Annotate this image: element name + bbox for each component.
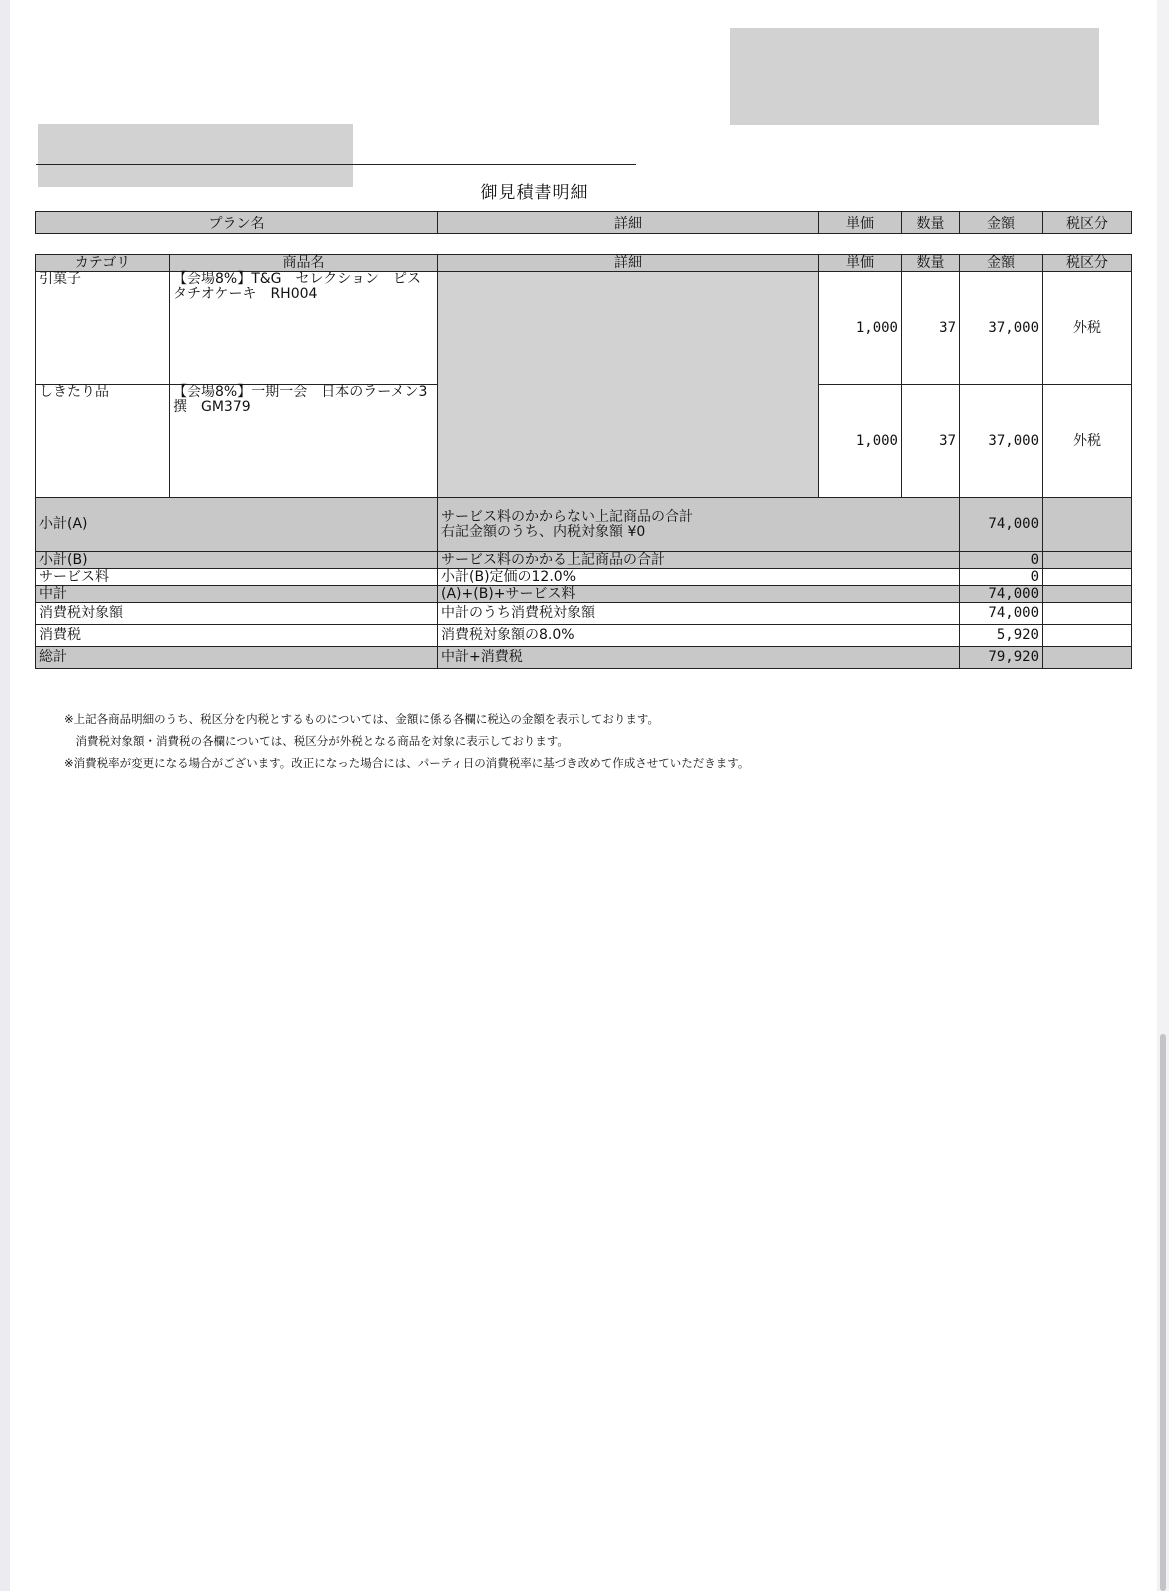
summary-blank <box>1043 498 1132 552</box>
plan-table <box>35 211 1132 234</box>
summary-desc: 消費税対象額の8.0% <box>438 625 960 647</box>
summary-amount: 0 <box>960 552 1043 569</box>
summary-desc-line1: サービス料のかからない上記商品の合計 <box>441 508 693 525</box>
row-category: しきたり品 <box>36 385 170 498</box>
summary-row-taxable <box>36 603 1132 625</box>
footnote: 消費税対象額・消費税の各欄については、税区分が外税となる商品を対象に表示しております。 <box>64 734 569 748</box>
recipient-underline <box>36 164 636 165</box>
row-tax-type: 外税 <box>1043 272 1132 385</box>
summary-blank <box>1043 625 1132 647</box>
summary-label: 消費税 <box>36 625 438 647</box>
row-amount: 37,000 <box>960 385 1043 498</box>
row-quantity: 37 <box>902 272 960 385</box>
summary-amount: 74,000 <box>960 586 1043 603</box>
summary-row-subtotal-a <box>36 498 1132 552</box>
item-header-category: カテゴリ <box>36 255 170 272</box>
summary-amount: 74,000 <box>960 603 1043 625</box>
row-product: 【会場8%】一期一会 日本のラーメン3撰 GM379 <box>170 385 438 498</box>
summary-blank <box>1043 647 1132 669</box>
summary-desc-line2: 右記金額のうち、内税対象額 ¥0 <box>441 523 646 540</box>
summary-label: 中計 <box>36 586 438 603</box>
summary-blank <box>1043 603 1132 625</box>
summary-desc: サービス料のかかる上記商品の合計 <box>438 552 960 569</box>
summary-amount: 79,920 <box>960 647 1043 669</box>
row-unit-price: 1,000 <box>819 385 902 498</box>
row-product: 【会場8%】T&G セレクション ピスタチオケーキ RH004 <box>170 272 438 385</box>
document-title: 御見積書明細 <box>480 183 589 203</box>
summary-row-total <box>36 647 1132 669</box>
summary-desc: 中計のうち消費税対象額 <box>438 603 960 625</box>
summary-desc <box>438 498 960 552</box>
summary-label: サービス料 <box>36 569 438 586</box>
plan-header-quantity: 数量 <box>902 212 960 234</box>
footnote: ※消費税率が変更になる場合がございます。改正になった場合には、パーティ日の消費税率に基づき改めて作成させていただきます。 <box>64 756 750 770</box>
row-detail-redacted <box>438 385 819 498</box>
row-quantity: 37 <box>902 385 960 498</box>
footnote: ※上記各商品明細のうち、税区分を内税とするものについては、金額に係る各欄に税込の金額を表示しております。 <box>64 712 659 726</box>
plan-header-detail: 詳細 <box>438 212 819 234</box>
item-header-amount: 金額 <box>960 255 1043 272</box>
row-amount: 37,000 <box>960 272 1043 385</box>
summary-amount: 5,920 <box>960 625 1043 647</box>
plan-header-tax-type: 税区分 <box>1043 212 1132 234</box>
redacted-company-block <box>730 28 1099 125</box>
summary-label: 小計(B) <box>36 552 438 569</box>
summary-row-tax <box>36 625 1132 647</box>
document-page <box>10 0 1158 1591</box>
row-unit-price: 1,000 <box>819 272 902 385</box>
row-tax-type: 外税 <box>1043 385 1132 498</box>
item-header-tax-type: 税区分 <box>1043 255 1132 272</box>
summary-amount: 0 <box>960 569 1043 586</box>
table-row <box>36 272 1132 385</box>
summary-blank <box>1043 569 1132 586</box>
summary-amount: 74,000 <box>960 498 1043 552</box>
item-header-unit-price: 単価 <box>819 255 902 272</box>
plan-header-unit-price: 単価 <box>819 212 902 234</box>
summary-blank <box>1043 552 1132 569</box>
summary-label: 消費税対象額 <box>36 603 438 625</box>
item-header-detail: 詳細 <box>438 255 819 272</box>
scrollbar-thumb[interactable] <box>1160 1034 1166 1591</box>
summary-row-midtotal <box>36 586 1132 603</box>
summary-desc: 小計(B)定価の12.0% <box>438 569 960 586</box>
item-header-product: 商品名 <box>170 255 438 272</box>
plan-header-plan-name: プラン名 <box>36 212 438 234</box>
row-category: 引菓子 <box>36 272 170 385</box>
item-table <box>35 254 1132 669</box>
plan-header-amount: 金額 <box>960 212 1043 234</box>
summary-desc: 中計+消費税 <box>438 647 960 669</box>
footnotes <box>64 708 749 774</box>
summary-row-service-fee <box>36 569 1132 586</box>
row-detail-redacted <box>438 272 819 385</box>
item-header-quantity: 数量 <box>902 255 960 272</box>
summary-desc: (A)+(B)+サービス料 <box>438 586 960 603</box>
summary-label: 小計(A) <box>36 498 438 552</box>
summary-blank <box>1043 586 1132 603</box>
summary-label: 総計 <box>36 647 438 669</box>
table-row <box>36 385 1132 498</box>
summary-row-subtotal-b <box>36 552 1132 569</box>
